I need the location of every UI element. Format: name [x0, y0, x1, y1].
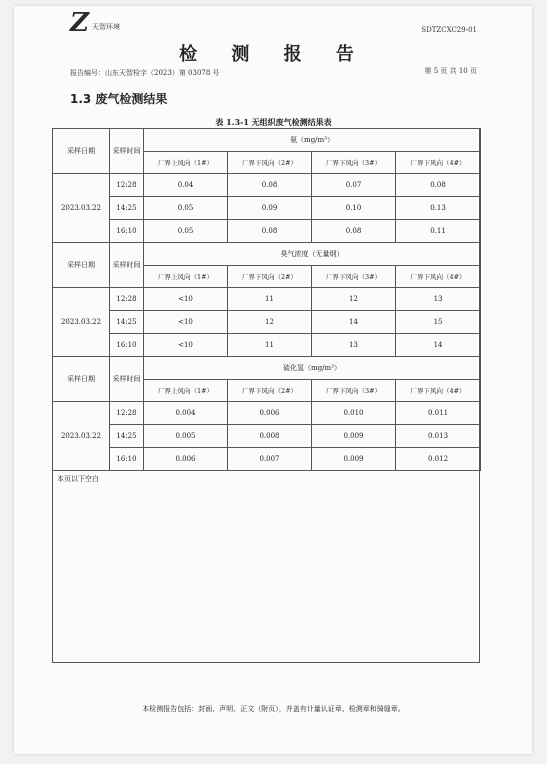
- report-title: 检 测 报 告: [179, 44, 368, 65]
- value-cell: 0.09: [228, 197, 312, 220]
- table-row: [53, 425, 481, 448]
- value-cell: 13: [396, 288, 481, 311]
- value-cell: 0.10: [312, 197, 396, 220]
- value-cell: 0.008: [228, 425, 312, 448]
- date-column-header: 采样日期: [53, 357, 110, 402]
- sampling-time-cell: 14:25: [110, 425, 144, 448]
- parameter-header: 臭气浓度（无量纲）: [144, 243, 481, 266]
- value-cell: 0.11: [396, 220, 481, 243]
- table-row: [53, 448, 481, 471]
- date-column-header: 采样日期: [53, 129, 110, 174]
- report-number: 报告编号：山东天智检字（2023）第 03078 号: [70, 69, 220, 77]
- time-column-header: 采样时间: [110, 357, 144, 402]
- parameter-header: 氨（mg/m³）: [144, 129, 481, 152]
- table-row: [53, 334, 481, 357]
- table-row: [53, 174, 481, 197]
- sampling-point-header: 厂界上风向（1#）: [144, 152, 228, 174]
- date-column-header: 采样日期: [53, 243, 110, 288]
- value-cell: 0.05: [144, 197, 228, 220]
- value-cell: 0.05: [144, 220, 228, 243]
- page-info: 第 5 页 共 10 页: [424, 67, 477, 75]
- value-cell: 0.009: [312, 448, 396, 471]
- value-cell: 12: [228, 311, 312, 334]
- time-column-header: 采样时间: [110, 243, 144, 288]
- value-cell: 0.08: [228, 220, 312, 243]
- value-cell: 0.08: [228, 174, 312, 197]
- logo-mark: Z: [70, 8, 89, 38]
- param-header-row: [53, 357, 481, 380]
- value-cell: 11: [228, 288, 312, 311]
- value-cell: 0.07: [312, 174, 396, 197]
- sampling-time-cell: 16:10: [110, 334, 144, 357]
- sampling-point-header: 厂界下风向（2#）: [228, 380, 312, 402]
- sampling-point-header: 厂界上风向（1#）: [144, 266, 228, 288]
- sampling-time-cell: 16:10: [110, 448, 144, 471]
- sampling-point-header: 厂界下风向（4#）: [396, 152, 481, 174]
- footer-note: 本检测报告包括：封面、声明、正文（附页），并盖有计量认证章、检测章和骑缝章。: [142, 705, 405, 713]
- value-cell: 0.08: [312, 220, 396, 243]
- sampling-point-header: 厂界下风向（4#）: [396, 266, 481, 288]
- time-column-header: 采样时间: [110, 129, 144, 174]
- doc-code: SDTZCXC29-01: [421, 26, 477, 34]
- value-cell: 0.009: [312, 425, 396, 448]
- value-cell: 0.012: [396, 448, 481, 471]
- value-cell: 0.13: [396, 197, 481, 220]
- sampling-date-cell: 2023.03.22: [53, 174, 110, 243]
- value-cell: 11: [228, 334, 312, 357]
- sampling-point-header: 厂界下风向（4#）: [396, 380, 481, 402]
- sampling-point-header: 厂界下风向（3#）: [312, 152, 396, 174]
- value-cell: 0.08: [396, 174, 481, 197]
- value-cell: 13: [312, 334, 396, 357]
- value-cell: 12: [312, 288, 396, 311]
- param-header-row: [53, 243, 481, 266]
- value-cell: <10: [144, 288, 228, 311]
- sampling-point-header: 厂界下风向（2#）: [228, 266, 312, 288]
- sampling-time-cell: 12:28: [110, 288, 144, 311]
- blank-note: 本页以下空白: [57, 475, 99, 483]
- sampling-time-cell: 14:25: [110, 197, 144, 220]
- section-title: 1.3 废气检测结果: [70, 92, 168, 106]
- value-cell: 0.006: [228, 402, 312, 425]
- table-row: [53, 402, 481, 425]
- sampling-date-cell: 2023.03.22: [53, 402, 110, 471]
- sampling-time-cell: 12:28: [110, 402, 144, 425]
- parameter-header: 硫化氢（mg/m³）: [144, 357, 481, 380]
- value-cell: 0.010: [312, 402, 396, 425]
- sampling-point-header: 厂界下风向（2#）: [228, 152, 312, 174]
- sampling-time-cell: 12:28: [110, 174, 144, 197]
- value-cell: 0.011: [396, 402, 481, 425]
- table-row: [53, 288, 481, 311]
- sampling-point-header: 厂界下风向（3#）: [312, 266, 396, 288]
- value-cell: 0.007: [228, 448, 312, 471]
- value-cell: 14: [312, 311, 396, 334]
- value-cell: 0.005: [144, 425, 228, 448]
- param-header-row: [53, 129, 481, 152]
- table-row: [53, 220, 481, 243]
- table-caption: 表 1.3-1 无组织废气检测结果表: [215, 117, 332, 127]
- value-cell: 14: [396, 334, 481, 357]
- value-cell: <10: [144, 311, 228, 334]
- sampling-point-header: 厂界下风向（3#）: [312, 380, 396, 402]
- brand-name: 天智环境: [92, 23, 120, 31]
- sampling-date-cell: 2023.03.22: [53, 288, 110, 357]
- table-row: [53, 311, 481, 334]
- sampling-time-cell: 14:25: [110, 311, 144, 334]
- value-cell: 0.006: [144, 448, 228, 471]
- value-cell: <10: [144, 334, 228, 357]
- company-logo: [70, 8, 120, 38]
- value-cell: 0.004: [144, 402, 228, 425]
- value-cell: 15: [396, 311, 481, 334]
- value-cell: 0.04: [144, 174, 228, 197]
- results-table: [52, 128, 481, 471]
- sampling-point-header: 厂界上风向（1#）: [144, 380, 228, 402]
- sampling-time-cell: 16:10: [110, 220, 144, 243]
- value-cell: 0.013: [396, 425, 481, 448]
- table-row: [53, 197, 481, 220]
